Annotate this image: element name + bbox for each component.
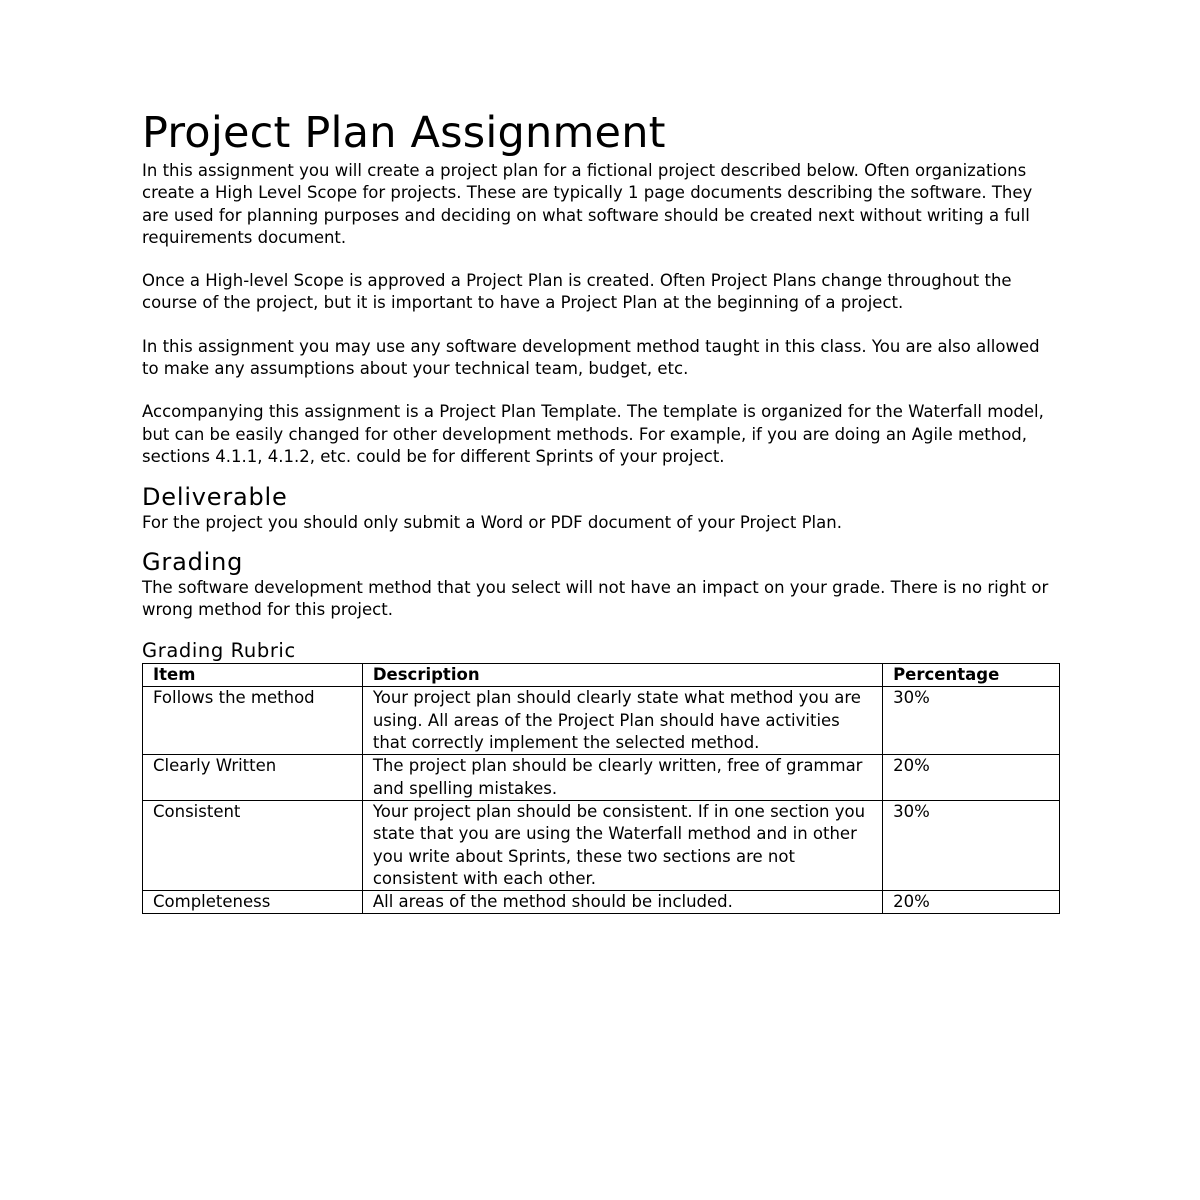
rubric-percentage: 30% <box>883 687 1060 755</box>
document-page <box>142 108 1060 914</box>
deliverable-heading: Deliverable <box>142 483 288 512</box>
rubric-item: Consistent <box>143 800 363 890</box>
column-header-percentage: Percentage <box>883 664 1060 687</box>
table-row <box>143 755 1060 801</box>
intro-paragraph: Accompanying this assignment is a Project Plan Template. The template is organized for the Waterfall model, but can be easily changed for other development methods. For example, if you are doing an Agile method, sections 4.1.1, 4.1.2, etc. could be for different Sprints of your project. <box>142 402 1044 466</box>
rubric-item: Clearly Written <box>143 755 363 801</box>
rubric-description: The project plan should be clearly written, free of grammar and spelling mistakes. <box>362 755 882 801</box>
page-title: Project Plan Assignment <box>142 108 666 158</box>
deliverable-text: For the project you should only submit a Word or PDF document of your Project Plan. <box>142 513 842 533</box>
rubric-description: Your project plan should be consistent. If in one section you state that you are using the Waterfall method and in other you write about Sprints, these two sections are not consistent with each other. <box>362 800 882 890</box>
grading-rubric-table <box>142 663 1060 914</box>
intro-paragraph: In this assignment you will create a project plan for a fictional project described below. Often organizations create a High Level Scope for projects. These are typically 1 page documents describing the software. They are used for planning purposes and deciding on what software should be created next without writing a full requirements document. <box>142 161 1033 247</box>
table-header-row <box>143 664 1060 687</box>
rubric-percentage: 20% <box>883 891 1060 914</box>
rubric-item: Completeness <box>143 891 363 914</box>
grading-heading: Grading <box>142 547 244 576</box>
rubric-heading: Grading Rubric <box>142 639 296 663</box>
rubric-percentage: 20% <box>883 755 1060 801</box>
table-row <box>143 800 1060 890</box>
rubric-description: All areas of the method should be included. <box>362 891 882 914</box>
rubric-percentage: 30% <box>883 800 1060 890</box>
column-header-description: Description <box>362 664 882 687</box>
intro-paragraph: Once a High-level Scope is approved a Project Plan is created. Often Project Plans change throughout the course of the project, but it is important to have a Project Plan at the beginning of a project. <box>142 271 1012 313</box>
column-header-item: Item <box>143 664 363 687</box>
table-row <box>143 891 1060 914</box>
intro-paragraph: In this assignment you may use any software development method taught in this class. You are also allowed to make any assumptions about your technical team, budget, etc. <box>142 336 1040 379</box>
rubric-description: Your project plan should clearly state what method you are using. All areas of the Project Plan should have activities that correctly implement the selected method. <box>362 687 882 755</box>
rubric-item: Follows the method <box>143 687 363 755</box>
grading-text: The software development method that you select will not have an impact on your grade. There is no right or wrong method for this project. <box>142 577 1049 619</box>
table-row <box>143 687 1060 755</box>
